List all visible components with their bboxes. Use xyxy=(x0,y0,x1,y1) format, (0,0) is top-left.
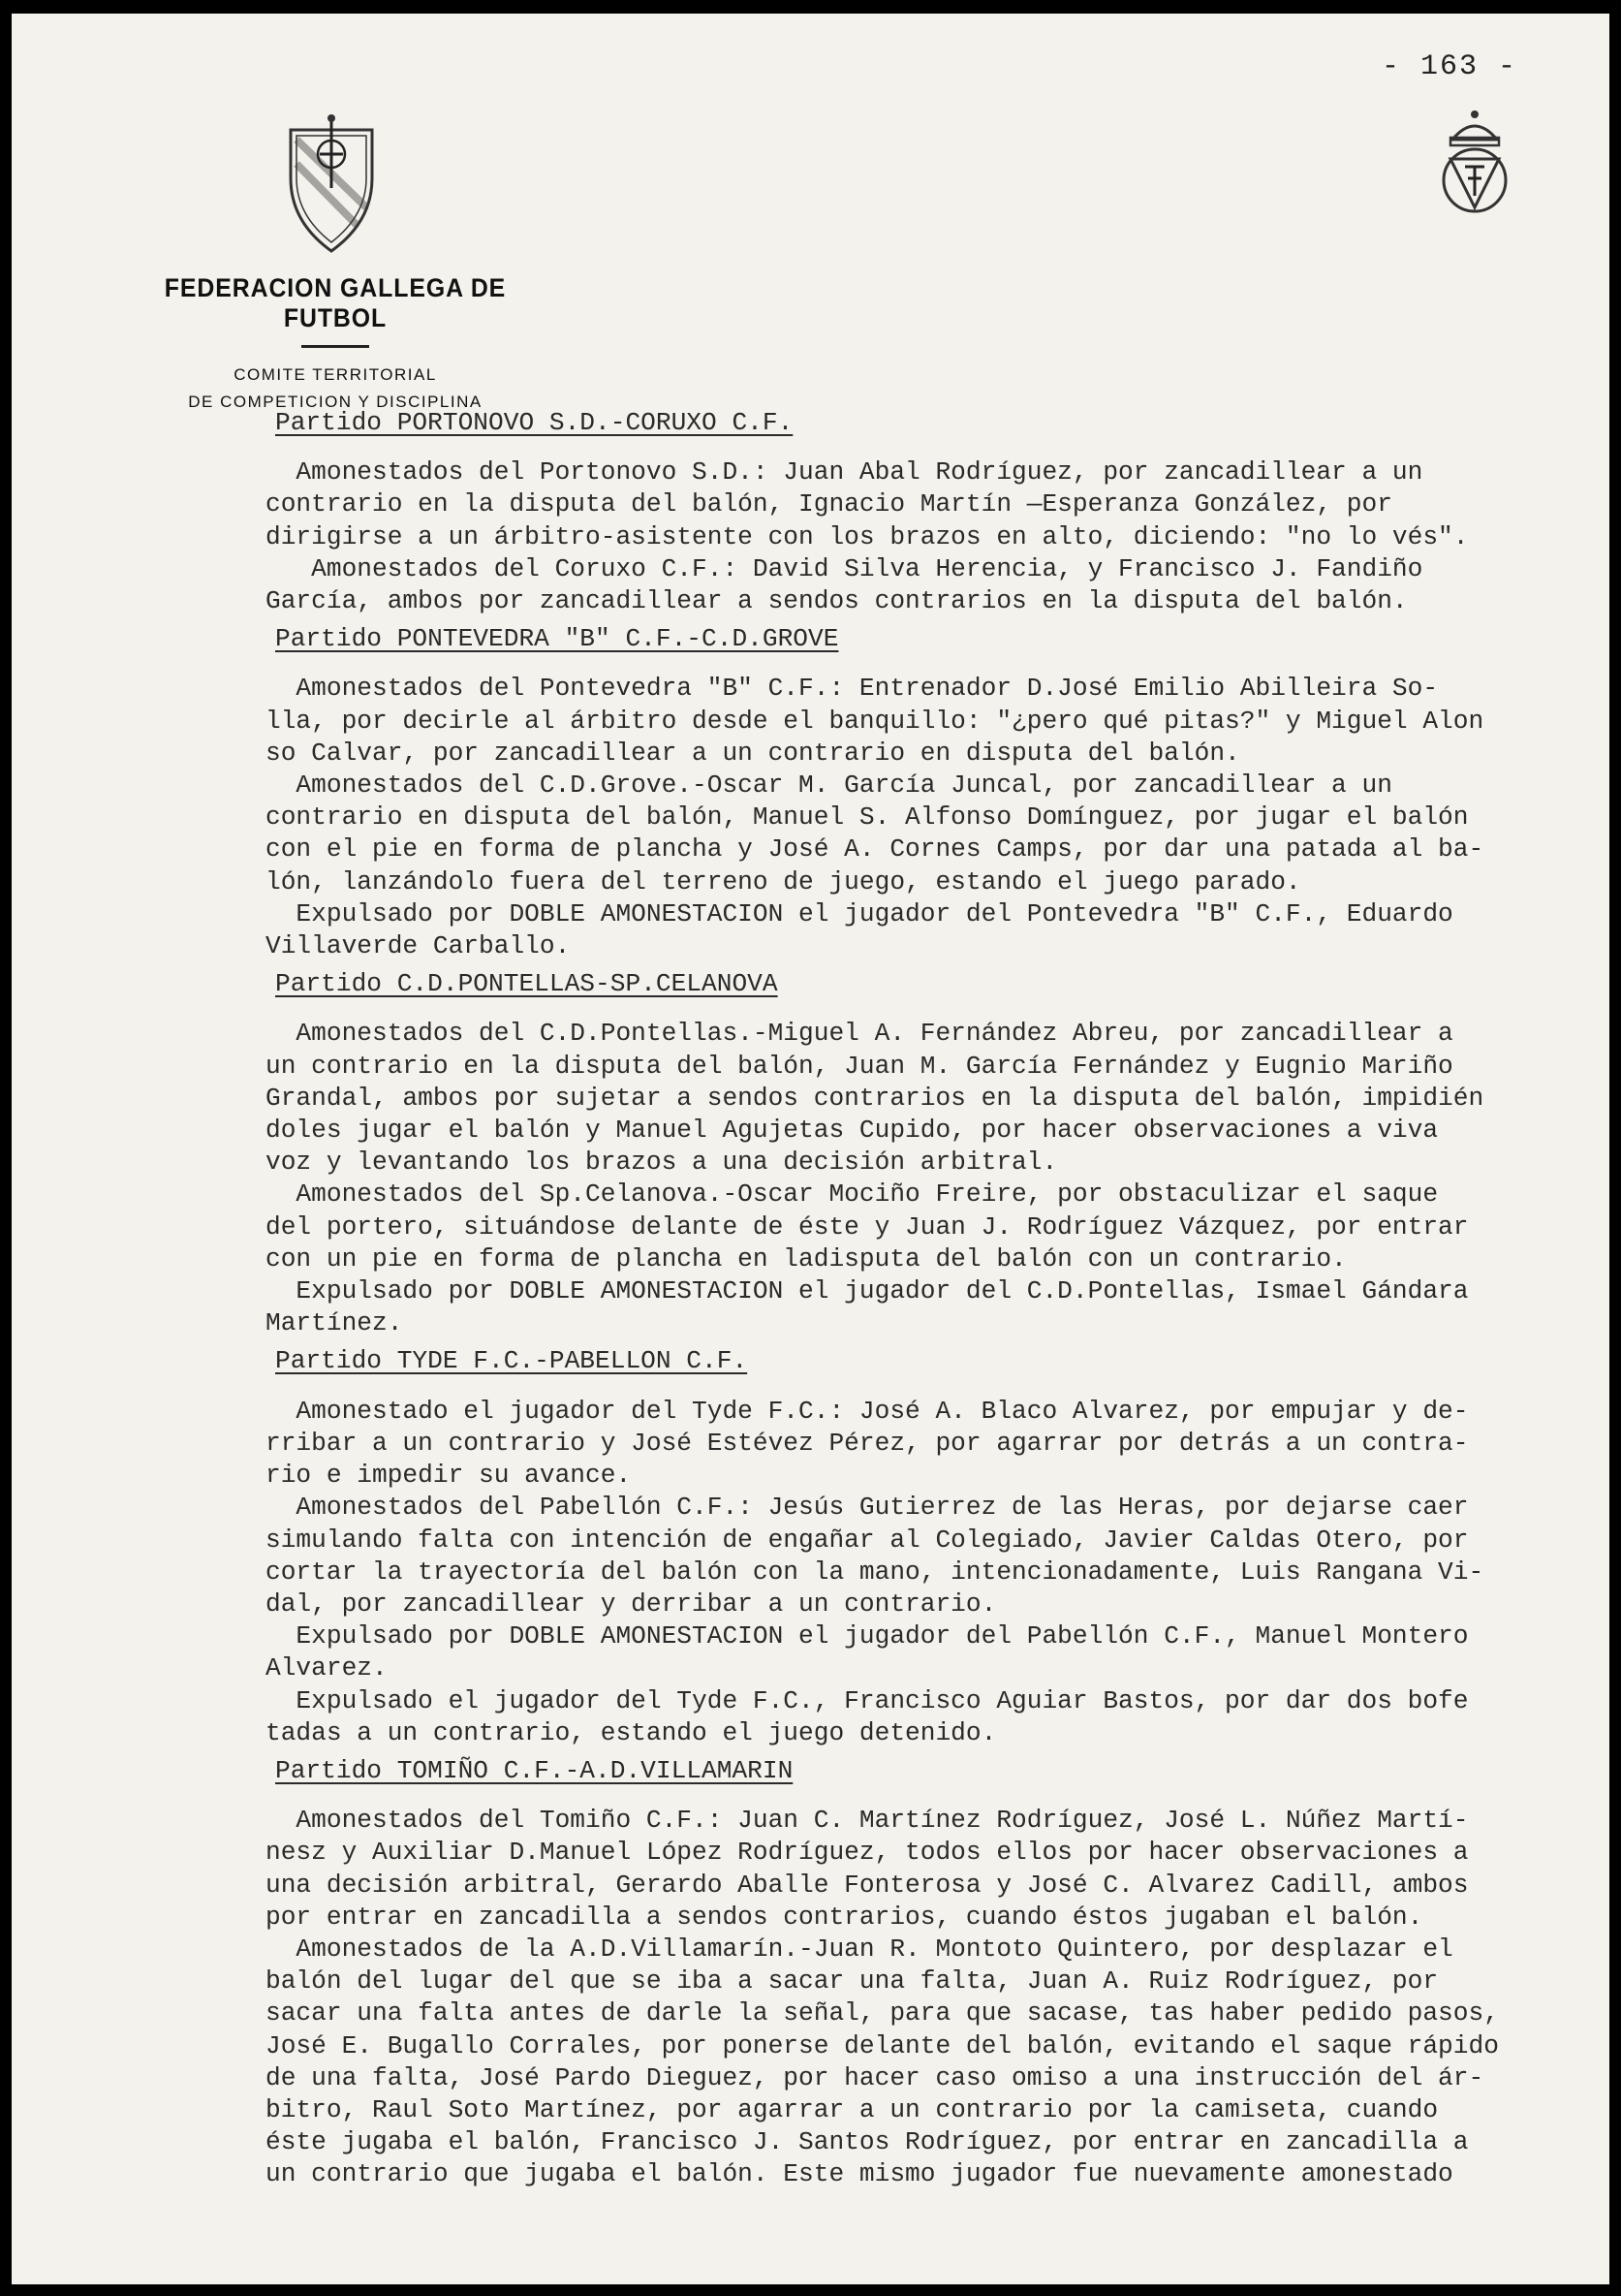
text-line: con el pie en forma de plancha y José A. Cornes Camps, por dar una patada al ba- xyxy=(265,834,1484,865)
text-line: bitro, Raul Soto Martínez, por agarrar a un contrario por la camiseta, cuando xyxy=(265,2094,1439,2124)
text-line: por entrar en zancadilla a sendos contrarios, cuando éstos jugaban el balón. xyxy=(265,1902,1423,1932)
text-line: Expulsado por DOBLE AMONESTACION el jugador del C.D.Pontellas, Ismael Gándara xyxy=(265,1276,1469,1306)
text-line: dirigirse a un árbitro-asistente con los brazos en alto, diciendo: "no lo vés". xyxy=(265,521,1469,551)
org-name: FEDERACION GALLEGA DE FUTBOL xyxy=(164,273,507,332)
text-line: rribar a un contrario y José Estévez Pérez, por agarrar por detrás a un contra- xyxy=(265,1428,1469,1458)
match-heading: Partido TYDE F.C.-PABELLON C.F. xyxy=(275,1346,748,1376)
text-line: Amonestados del Pabellón C.F.: Jesús Gutierrez de las Heras, por dejarse caer xyxy=(265,1493,1469,1523)
federation-shield-logo xyxy=(283,110,380,256)
text-line: Amonestados de la A.D.Villamarín.-Juan R. Montoto Quintero, por desplazar el xyxy=(265,1934,1453,1964)
text-line: Amonestado el jugador del Tyde F.C.: José A. Blaco Alvarez, por empujar y de- xyxy=(265,1396,1469,1426)
text-line: José E. Bugallo Corrales, por ponerse delante del balón, evitando el saque rápido xyxy=(265,2030,1499,2060)
text-line: con un pie en forma de plancha en ladisputa del balón con un contrario. xyxy=(265,1243,1347,1274)
text-line: Amonestados del Pontevedra "B" C.F.: Entrenador D.José Emilio Abilleira So- xyxy=(265,674,1439,704)
text-line: Expulsado el jugador del Tyde F.C., Francisco Aguiar Bastos, por dar dos bofe xyxy=(265,1685,1469,1715)
text-line: doles jugar el balón y Manuel Agujetas Cupido, por hacer observaciones a viva xyxy=(265,1116,1439,1146)
text-line: García, ambos por zancadillear a sendos contrarios en la disputa del balón. xyxy=(265,586,1408,616)
committee-line-2: DE COMPETICION Y DISCIPLINA xyxy=(188,393,483,411)
text-line: Amonestados del Portonovo S.D.: Juan Abal Rodríguez, por zancadillear a un xyxy=(265,457,1423,488)
text-line: lla, por decirle al árbitro desde el banquillo: "¿pero qué pitas?" y Miguel Alon xyxy=(265,706,1484,736)
text-line: dal, por zancadillear y derribar a un contrario. xyxy=(265,1588,997,1619)
text-line: contrario en disputa del balón, Manuel S. Alfonso Domínguez, por jugar el balón xyxy=(265,802,1469,833)
text-line: Expulsado por DOBLE AMONESTACION el jugador del Pabellón C.F., Manuel Montero xyxy=(265,1621,1469,1651)
text-line: simulando falta con intención de engañar al Colegiado, Javier Caldas Otero, por xyxy=(265,1525,1469,1555)
text-line: de una falta, José Pardo Dieguez, por hacer caso omiso a una instrucción del ár- xyxy=(265,2062,1484,2092)
federation-crest-logo xyxy=(1431,103,1518,229)
match-section xyxy=(265,623,1593,962)
text-line: so Calvar, por zancadillear a un contrario en disputa del balón. xyxy=(265,738,1240,768)
text-line: Martínez. xyxy=(265,1308,403,1338)
text-line: Grandal, ambos por sujetar a sendos contrarios en la disputa del balón, impidién xyxy=(265,1083,1484,1113)
text-line: nesz y Auxiliar D.Manuel López Rodríguez, todos ellos por hacer observaciones a xyxy=(265,1838,1469,1868)
text-line: Amonestados del C.D.Pontellas.-Miguel A. Fernández Abreu, por zancadillear a xyxy=(265,1019,1453,1049)
match-heading: Partido TOMIÑO C.F.-A.D.VILLAMARIN xyxy=(275,1755,794,1785)
match-heading: Partido C.D.PONTELLAS-SP.CELANOVA xyxy=(275,969,778,999)
match-section xyxy=(265,1755,1593,2191)
text-line: Amonestados del Sp.Celanova.-Oscar Mociño Freire, por obstaculizar el saque xyxy=(265,1179,1439,1210)
text-line: rio e impedir su avance. xyxy=(265,1461,632,1491)
match-section xyxy=(265,968,1593,1339)
org-header xyxy=(112,273,558,416)
text-line: éste jugaba el balón, Francisco J. Santos Rodríguez, por entrar en zancadilla a xyxy=(265,2127,1469,2157)
text-line: contrario en la disputa del balón, Ignacio Martín —Esperanza González, por xyxy=(265,489,1392,519)
text-line: cortar la trayectoría del balón con la mano, intencionadamente, Luis Rangana Vi- xyxy=(265,1557,1484,1587)
document-body xyxy=(265,401,1593,2191)
text-line: Expulsado por DOBLE AMONESTACION el jugador del Pontevedra "B" C.F., Eduardo xyxy=(265,898,1453,928)
text-line: sacar una falta antes de darle la señal, para que sacase, tas haber pedido pasos, xyxy=(265,1998,1499,2029)
text-line: del portero, situándose delante de éste y Juan J. Rodríguez Vázquez, por entrar xyxy=(265,1211,1469,1242)
text-line: Amonestados del Coruxo C.F.: David Silva Herencia, y Francisco J. Fandiño xyxy=(265,553,1423,583)
match-section xyxy=(265,407,1593,617)
page-number: - 163 - xyxy=(1381,50,1517,83)
text-line: tadas a un contrario, estando el juego detenido. xyxy=(265,1717,997,1747)
text-line: un contrario en la disputa del balón, Juan M. García Fernández y Eugnio Mariño xyxy=(265,1051,1453,1081)
text-line: un contrario que jugaba el balón. Este mismo jugador fue nuevamente amonestado xyxy=(265,2159,1453,2189)
committee-line-1: COMITE TERRITORIAL xyxy=(234,365,437,384)
text-line: una decisión arbitral, Gerardo Aballe Fonterosa y José C. Alvarez Cadill, ambos xyxy=(265,1870,1469,1900)
org-divider xyxy=(301,345,369,348)
text-line: Alvarez. xyxy=(265,1653,388,1683)
text-line: Amonestados del C.D.Grove.-Oscar M. García Juncal, por zancadillear a un xyxy=(265,771,1392,801)
text-line: lón, lanzándolo fuera del terreno de juego, estando el juego parado. xyxy=(265,866,1301,896)
text-line: voz y levantando los brazos a una decisión arbitral. xyxy=(265,1148,1058,1178)
match-heading: Partido PONTEVEDRA "B" C.F.-C.D.GROVE xyxy=(275,624,839,654)
text-line: balón del lugar del que se iba a sacar una falta, Juan A. Ruiz Rodríguez, por xyxy=(265,1966,1439,1997)
text-line: Amonestados del Tomiño C.F.: Juan C. Martínez Rodríguez, José L. Núñez Martí- xyxy=(265,1806,1469,1836)
match-heading: Partido PORTONOVO S.D.-CORUXO C.F. xyxy=(275,408,794,437)
text-line: Villaverde Carballo. xyxy=(265,931,571,961)
document-page xyxy=(12,14,1609,2284)
match-section xyxy=(265,1345,1593,1748)
